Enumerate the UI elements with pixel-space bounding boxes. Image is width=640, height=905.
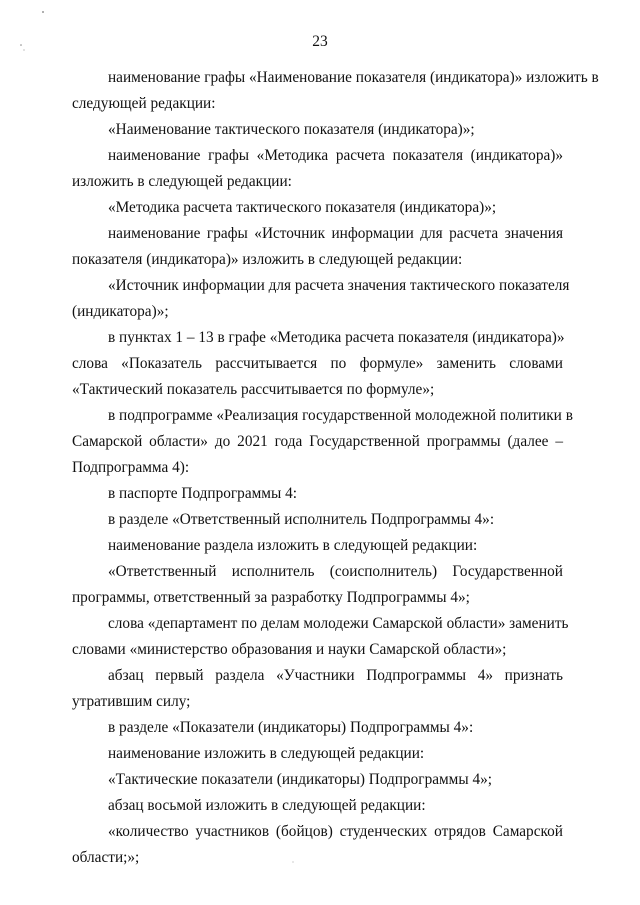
text-line: слова «департамент по делам молодежи Самарской области» заменить [108,615,569,632]
text-line: наименование раздела изложить в следующей редакции: [108,537,478,554]
text-line: «Тактические показатели (индикаторы) Подпрограммы 4»; [108,771,493,788]
text-line: Самарской области» до 2021 года Государственной программы (далее – [72,433,563,450]
text-line: Подпрограмма 4): [72,459,190,476]
text-line: наименование графы «Источник информации для расчета значения [108,225,563,242]
text-line: «количество участников (бойцов) студенческих отрядов Самарской [108,823,563,840]
text-line: в разделе «Показатели (индикаторы) Подпрограммы 4»: [108,719,474,736]
text-line: «Тактический показатель рассчитывается по формуле»; [72,381,435,398]
text-line: наименование изложить в следующей редакции: [108,745,425,762]
text-line: в разделе «Ответственный исполнитель Подпрограммы 4»: [108,511,495,528]
text-line: слова «Показатель рассчитывается по формуле» заменить словами [72,355,563,372]
text-line: абзац первый раздела «Участники Подпрограммы 4» признать [108,667,563,684]
page-number: 23 [312,33,328,50]
text-line: «Ответственный исполнитель (соисполнитель) Государственной [108,563,563,580]
text-line: словами «министерство образования и науки Самарской области»; [72,641,507,658]
text-line: области;»; [72,849,140,866]
text-line: в пунктах 1 – 13 в графе «Методика расчета показателя (индикатора)» [108,329,565,346]
text-line: наименование графы «Методика расчета показателя (индикатора)» [108,147,563,164]
text-line: в паспорте Подпрограммы 4: [108,485,297,502]
text-line: (индикатора)»; [72,303,169,320]
text-line: абзац восьмой изложить в следующей редакции: [108,797,426,814]
text-line: изложить в следующей редакции: [72,173,292,190]
text-line: утратившим силу; [72,693,191,710]
text-line: наименование графы «Наименование показателя (индикатора)» изложить в [108,69,599,86]
text-line: «Источник информации для расчета значения тактического показателя [108,277,570,294]
text-line: «Наименование тактического показателя (индикатора)»; [108,121,475,138]
text-line: программы, ответственный за разработку Подпрограммы 4»; [72,589,470,606]
text-line: следующей редакции: [72,95,216,112]
text-line: показателя (индикатора)» изложить в следующей редакции: [72,251,463,268]
text-line: «Методика расчета тактического показателя (индикатора)»; [108,199,497,216]
text-line: в подпрограмме «Реализация государственной молодежной политики в [108,407,573,424]
